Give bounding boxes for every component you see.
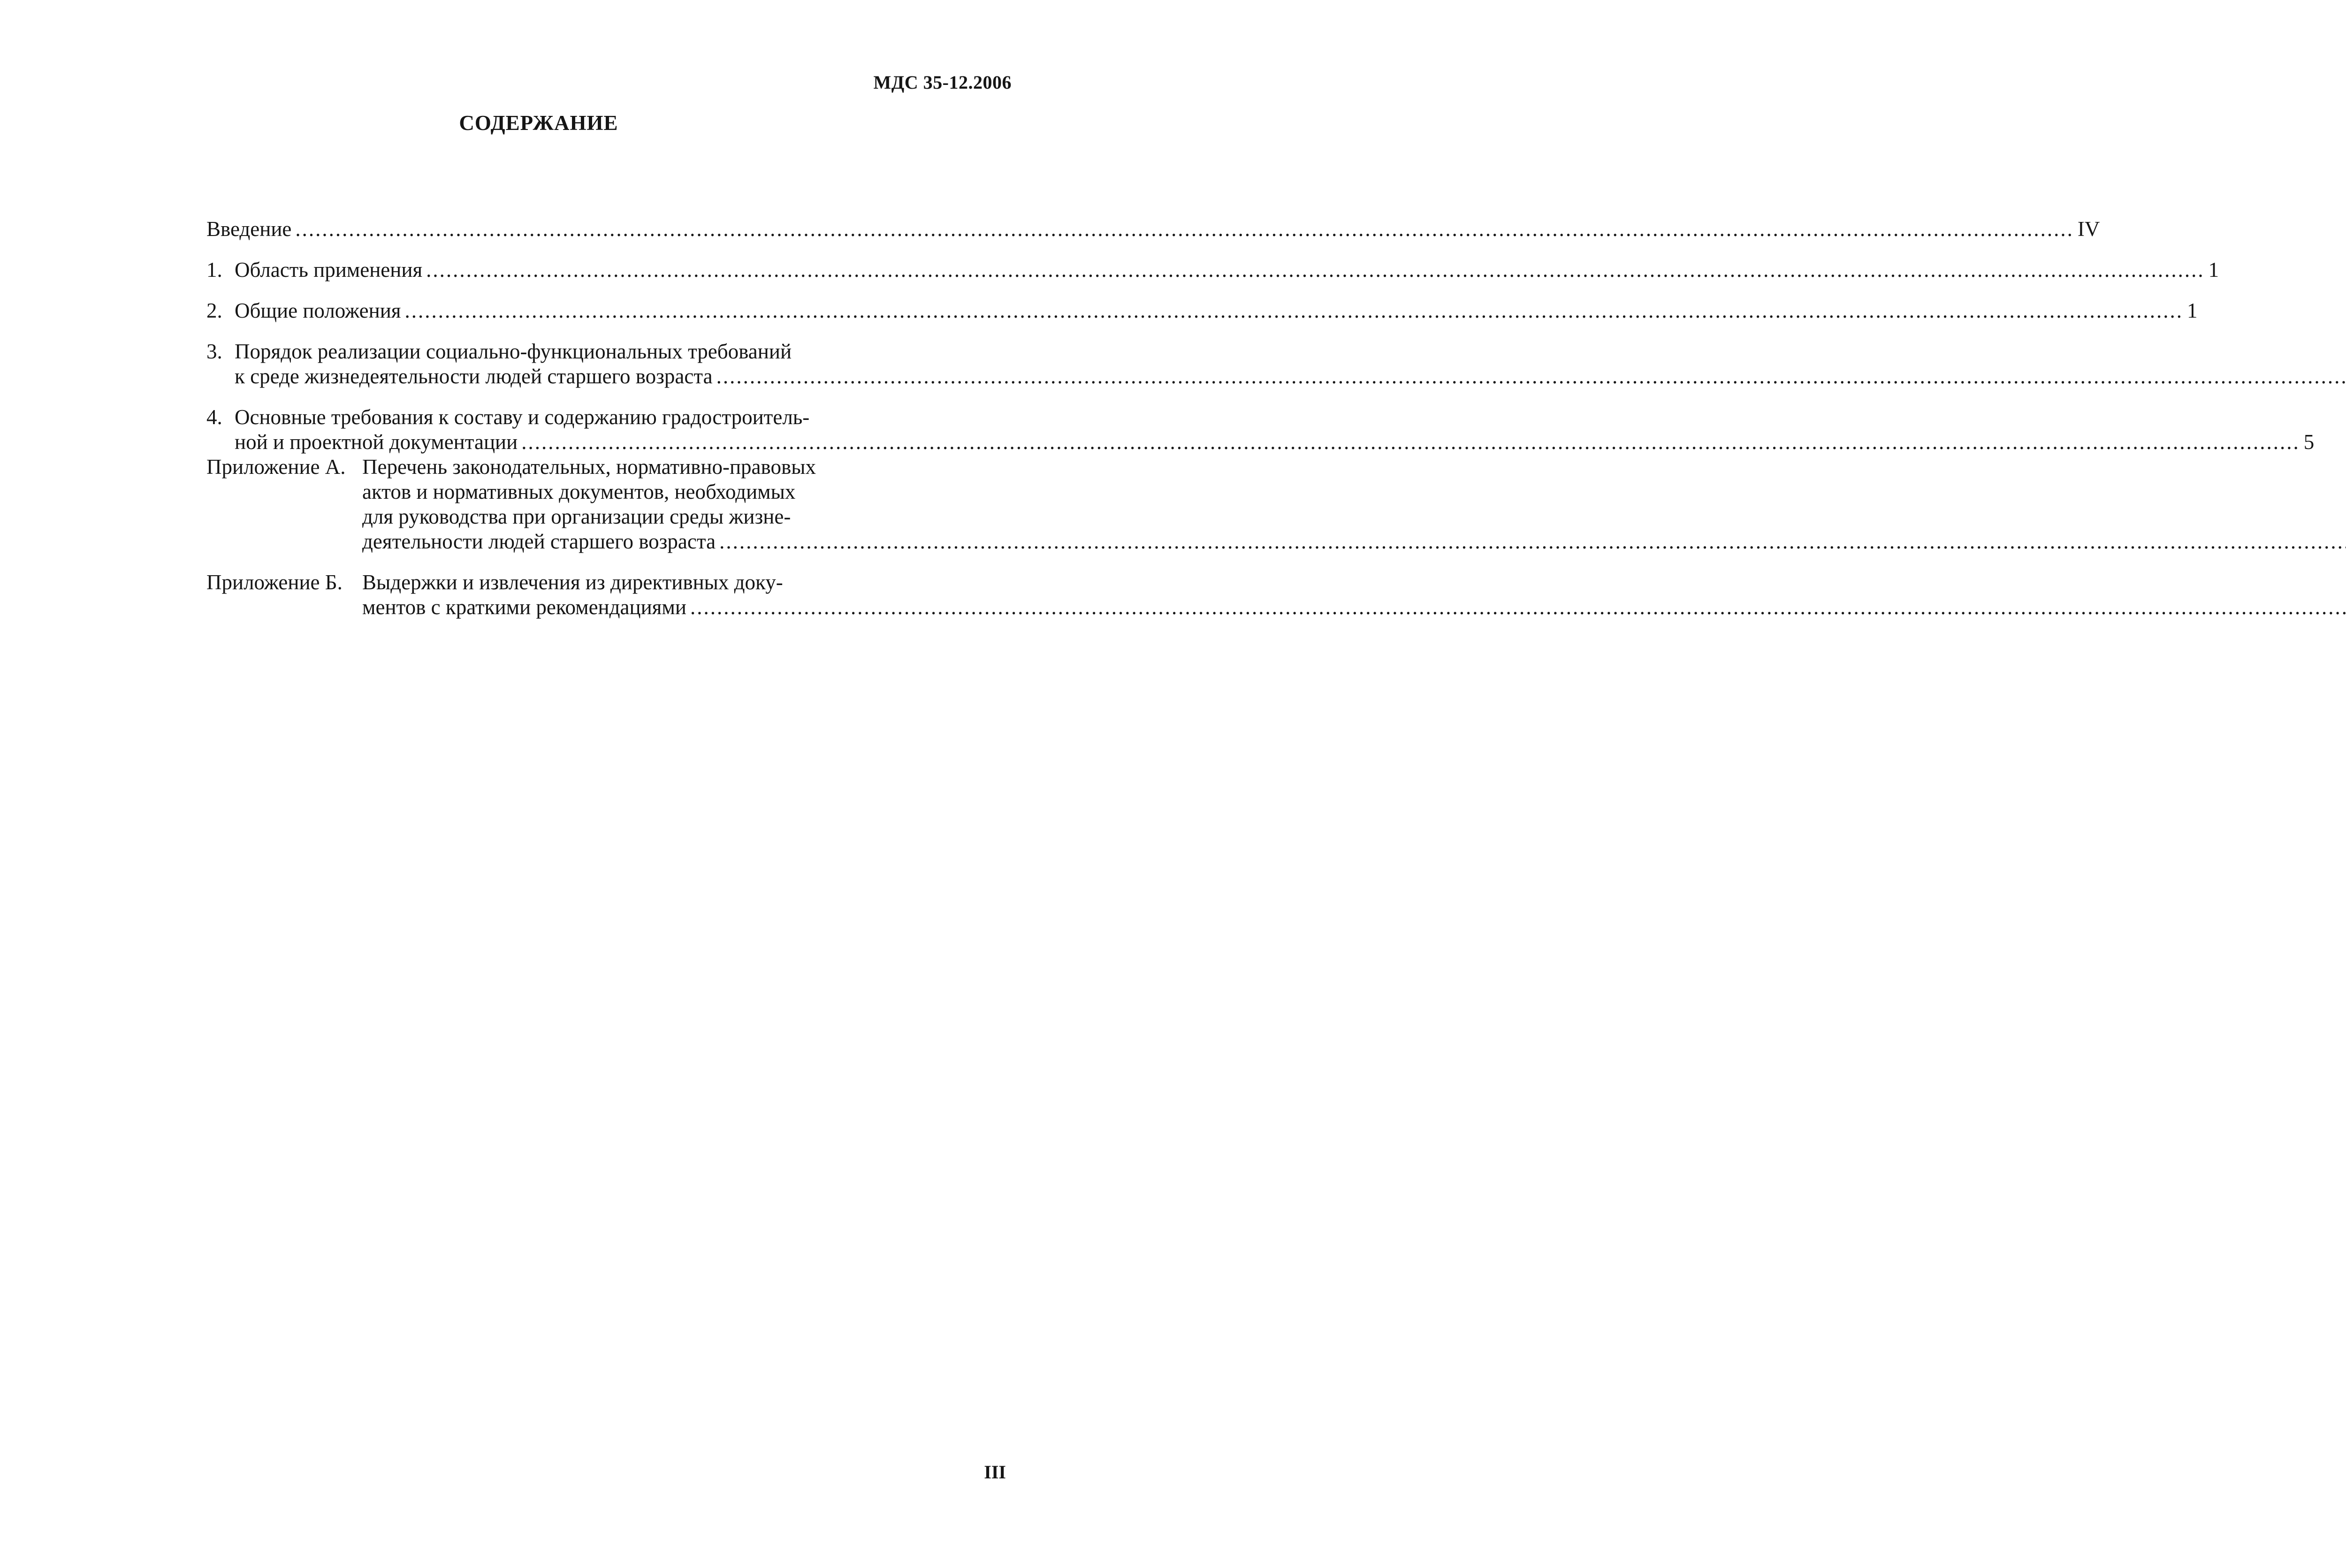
dot-leader xyxy=(426,258,2205,282)
toc-entry-3[interactable] xyxy=(206,339,873,389)
toc-entry-number: 1. xyxy=(206,258,222,282)
dot-leader xyxy=(690,595,2346,620)
toc-entry-text: ной и проектной документации xyxy=(235,430,518,454)
toc-page-number: IV xyxy=(2077,217,2100,241)
toc-entry-number: 4. xyxy=(206,405,222,429)
dot-leader xyxy=(405,298,2184,323)
toc-entry-appendix-a[interactable] xyxy=(206,455,873,554)
page-number: III xyxy=(984,1461,1006,1483)
toc-entry-line: актов и нормативных документов, необходимых xyxy=(362,480,796,503)
toc-entry-text: Введение xyxy=(206,217,292,241)
toc-entry-text: ментов с краткими рекомендациями xyxy=(362,595,686,619)
toc-entry-intro[interactable] xyxy=(206,217,2100,242)
document-code: МДС 35-12.2006 xyxy=(873,72,1012,93)
dot-leader xyxy=(521,430,2300,455)
toc-entry-line: Основные требования к составу и содержанию градостроитель- xyxy=(235,405,810,429)
toc-entry-line: Перечень законодательных, нормативно-правовых xyxy=(362,455,816,479)
dot-leader xyxy=(295,217,2074,242)
toc-page-number: 5 xyxy=(2303,430,2315,454)
toc-entry-1[interactable] xyxy=(206,258,2219,282)
appendix-label: Приложение А. xyxy=(206,455,346,479)
toc-entry-4[interactable] xyxy=(206,405,2315,455)
toc-entry-number: 3. xyxy=(206,340,222,363)
toc-entry-line: Выдержки и извлечения из директивных доку- xyxy=(362,571,783,594)
toc-entry-text: Общие положения xyxy=(235,299,401,322)
toc-page-number: 1 xyxy=(2187,299,2198,322)
toc-page-number: 1 xyxy=(2208,258,2219,282)
table-of-contents xyxy=(206,217,2315,620)
page-title: СОДЕРЖАНИЕ xyxy=(459,111,618,135)
toc-entry-line: Порядок реализации социально-функциональных требований xyxy=(235,340,792,363)
toc-entry-appendix-b[interactable] xyxy=(206,570,873,620)
dot-leader xyxy=(719,529,2346,554)
toc-entry-2[interactable] xyxy=(206,298,2198,323)
dot-leader xyxy=(716,364,2346,389)
toc-entry-text: деятельности людей старшего возраста xyxy=(362,530,716,553)
toc-entry-text: Область применения xyxy=(235,258,423,282)
toc-entry-text: к среде жизнедеятельности людей старшего возраста xyxy=(235,365,713,388)
toc-entry-line: для руководства при организации среды жизне- xyxy=(362,505,791,528)
appendix-label: Приложение Б. xyxy=(206,571,343,594)
toc-entry-number: 2. xyxy=(206,299,222,322)
